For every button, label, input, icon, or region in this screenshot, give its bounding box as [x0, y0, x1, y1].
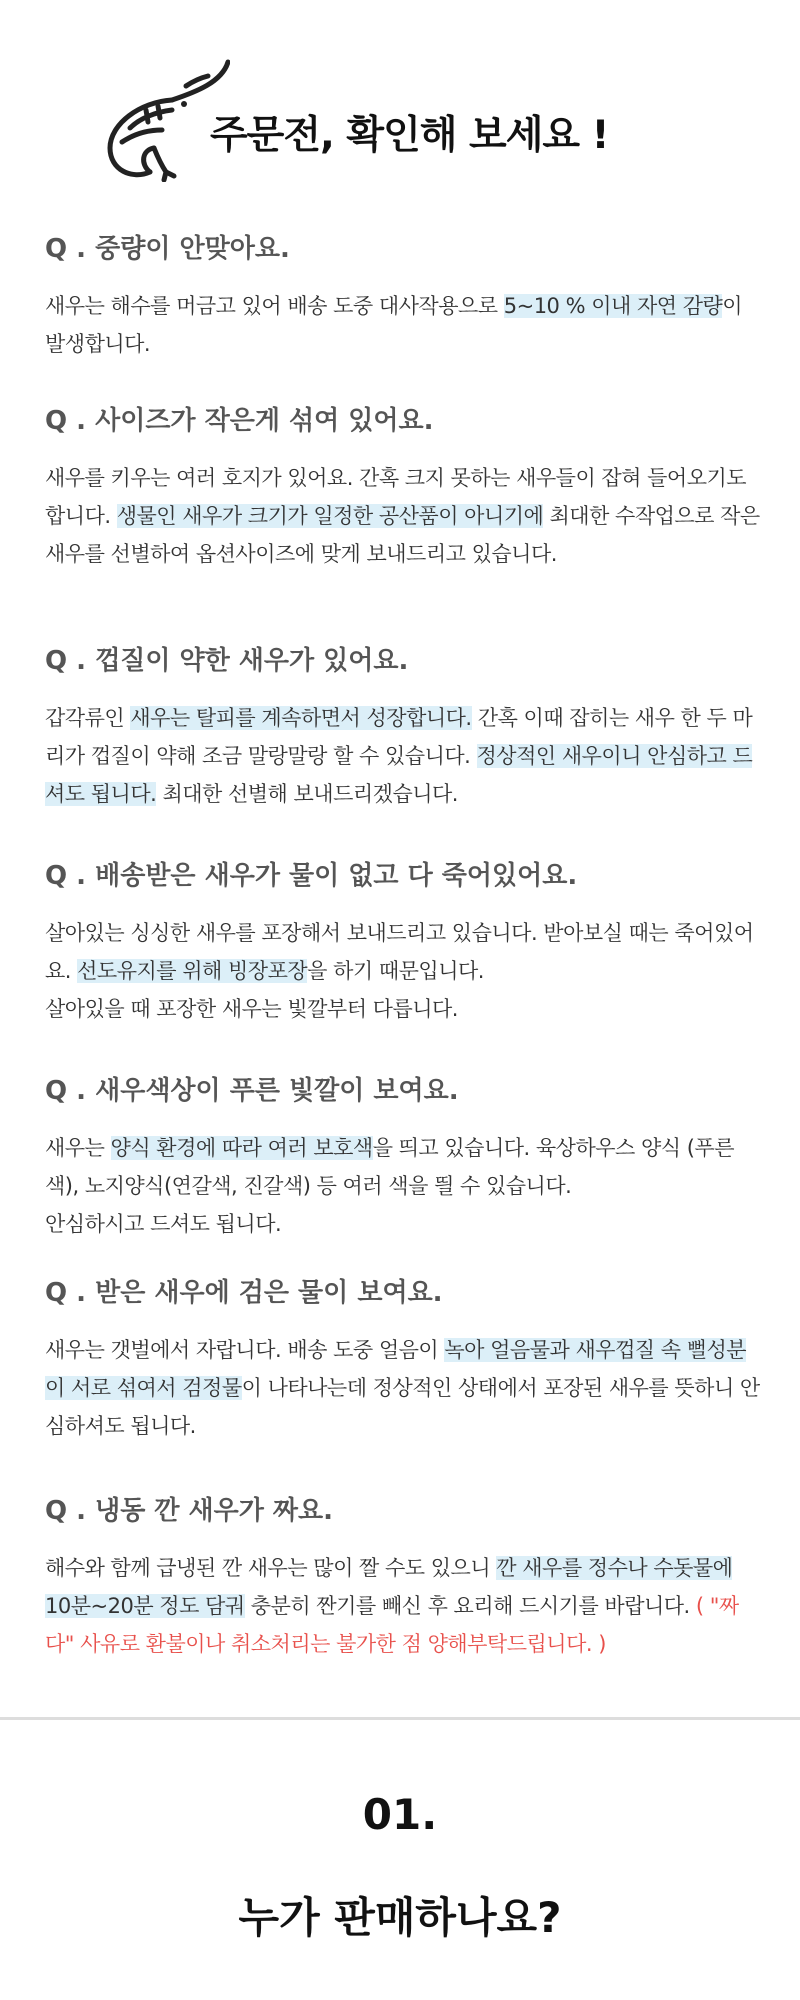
- answer-text: 살아있을 때 포장한 새우는 빛깔부터 다릅니다.: [45, 997, 458, 1021]
- answer-text: 최대한 선별해 보내드리겠습니다.: [156, 782, 458, 806]
- faq-question: Q . 껍질이 약한 새우가 있어요.: [45, 646, 409, 676]
- page-title: 주문전, 확인해 보세요 !: [210, 113, 609, 158]
- faq-question: Q . 배송받은 새우가 물이 없고 다 죽어있어요.: [45, 861, 578, 891]
- answer-text: 새우는 해수를 머금고 있어 배송 도중 대사작용으로: [45, 294, 504, 318]
- section-number: 01.: [362, 1790, 438, 1839]
- faq-item: [45, 640, 760, 813]
- faq-question: Q . 새우색상이 푸른 빛깔이 보여요.: [45, 1076, 459, 1106]
- answer-text: 을 하기 때문입니다.: [307, 959, 484, 983]
- answer-text: 간혹 이때 잡히는 새우 한 두 마리가 껍질이 약해 조금 말랑말랑 할 수 있습니다.: [45, 706, 753, 768]
- faq-question: Q . 중량이 안맞아요.: [45, 234, 290, 264]
- highlighted-text: 새우는 탈피를 계속하면서 성장합니다.: [130, 706, 472, 730]
- highlighted-text: 5~10 % 이내 자연 감량: [503, 294, 723, 318]
- faq-item: [45, 855, 760, 1028]
- faq-answer: [45, 1129, 760, 1243]
- section-title: 누가 판매하나요?: [238, 1893, 562, 1942]
- answer-text: 해수와 함께 급냉된 깐 새우는 많이 짤 수도 있으니: [45, 1556, 497, 1580]
- highlighted-text: 깐 새우를 정수나 수돗물에 10분~20분 정도 담궈: [45, 1556, 733, 1618]
- highlighted-text: 정상적인 새우이니 안심하고 드셔도 됩니다.: [45, 744, 753, 806]
- faq-answer: [45, 699, 760, 813]
- highlighted-text: 선도유지를 위해 빙장포장: [77, 959, 308, 983]
- section-divider: [0, 1717, 800, 1720]
- answer-text: 최대한 수작업으로 작은 새우를 선별하여 옵션사이즈에 맞게 보내드리고 있습니다.: [45, 504, 760, 566]
- answer-text: 이 발생합니다.: [45, 294, 743, 356]
- faq-item: [45, 1070, 760, 1243]
- faq-answer: [45, 1549, 760, 1663]
- highlighted-text: 녹아 얼음물과 새우껍질 속 뻘성분이 서로 섞여서 검정물: [45, 1338, 747, 1400]
- answer-text: 이 나타나는데 정상적인 상태에서 포장된 새우를 뜻하니 안심하셔도 됩니다.: [45, 1376, 760, 1438]
- highlighted-text: 양식 환경에 따라 여러 보호색: [110, 1136, 373, 1160]
- answer-text: 안심하시고 드셔도 됩니다.: [45, 1212, 282, 1236]
- highlighted-text: 생물인 새우가 크기가 일정한 공산품이 아니기에: [116, 504, 544, 528]
- answer-text: 새우를 키우는 여러 호지가 있어요. 간혹 크지 못하는 새우들이 잡혀 들어오기도 합니다.: [45, 466, 747, 528]
- answer-text: 새우는 갯벌에서 자랍니다. 배송 도중 얼음이: [45, 1338, 445, 1362]
- faq-question: Q . 사이즈가 작은게 섞여 있어요.: [45, 406, 434, 436]
- answer-text: 새우는: [45, 1136, 111, 1160]
- faq-question: Q . 받은 새우에 검은 물이 보여요.: [45, 1278, 443, 1308]
- faq-item: [45, 228, 760, 363]
- faq-question: Q . 냉동 깐 새우가 짜요.: [45, 1496, 334, 1526]
- faq-answer: [45, 459, 760, 573]
- answer-text: 을 띄고 있습니다. 육상하우스 양식 (푸른색), 노지양식(연갈색, 진갈색) 등 여러 색을 띌 수 있습니다.: [45, 1136, 735, 1198]
- faq-item: [45, 1490, 760, 1663]
- answer-text: 충분히 짠기를 빼신 후 요리해 드시기를 바랍니다.: [244, 1594, 696, 1618]
- faq-answer: [45, 287, 760, 363]
- faq-item: [45, 400, 760, 573]
- faq-answer: [45, 914, 760, 1028]
- faq-item: [45, 1272, 760, 1445]
- page-header: [0, 0, 800, 200]
- answer-text: 살아있는 싱싱한 새우를 포장해서 보내드리고 있습니다. 받아보실 때는 죽어있어요.: [45, 921, 754, 983]
- faq-answer: [45, 1331, 760, 1445]
- warning-text: ( "짜다" 사유로 환불이나 취소처리는 불가한 점 양해부탁드립니다. ): [45, 1594, 739, 1656]
- answer-text: 갑각류인: [45, 706, 131, 730]
